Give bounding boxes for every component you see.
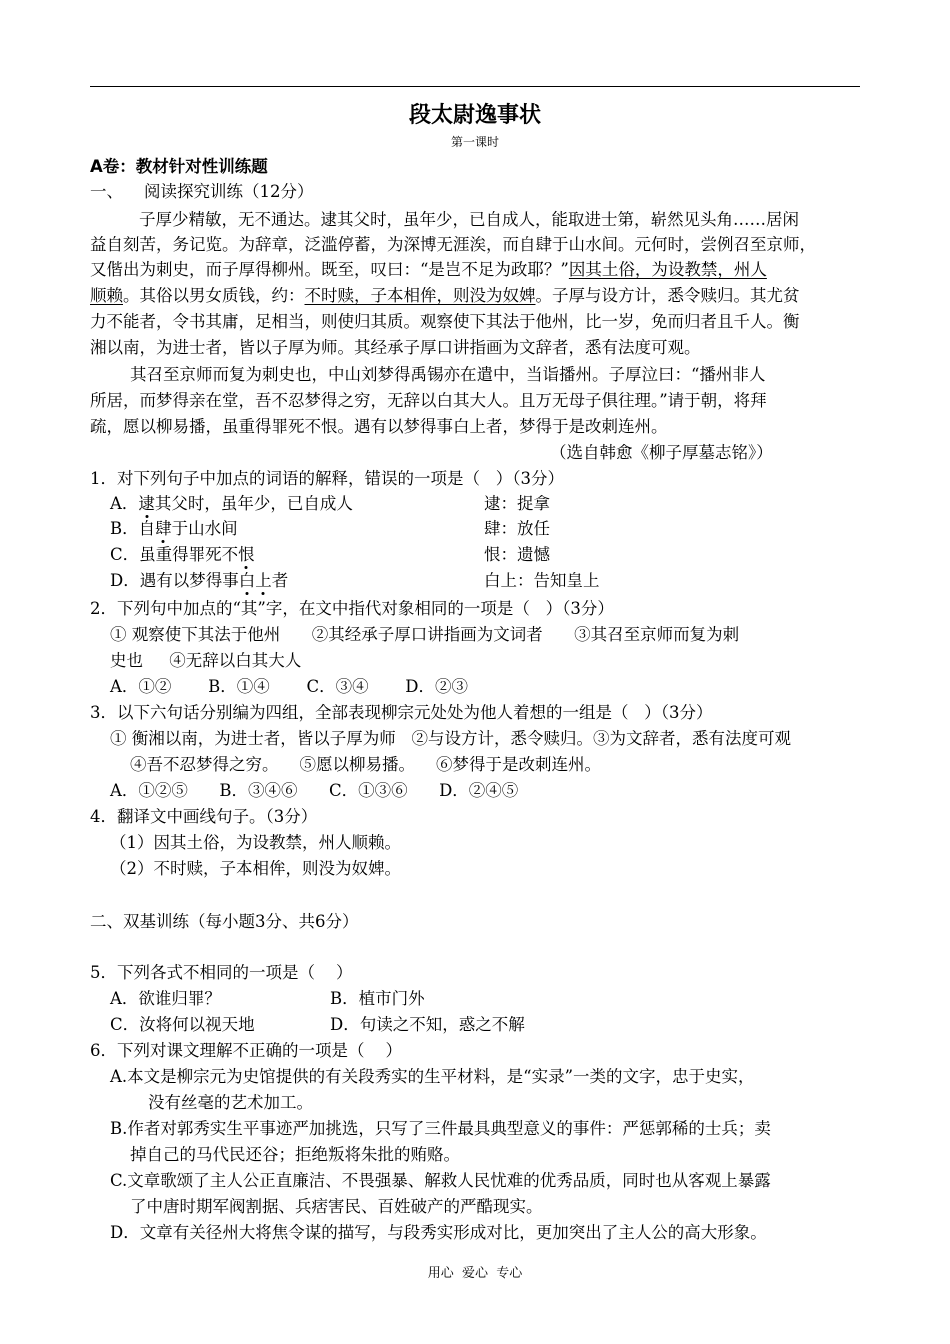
q6-option-b: B.作者对郭秀实生平事迹严加挑选，只写了三件最具典型意义的事件：严惩郭稀的士兵；卖 [110,1119,771,1138]
q6-option-a: A.本文是柳宗元为史馆提供的有关段秀实的生平材料，是“实录”一类的文字，忠于史实， [110,1067,755,1086]
q1-option-c: C．虽重得罪死不恨 [110,545,255,564]
q3-items-line: ① 衡湘以南，为进士者，皆以子厚为师 ②与设方计，悉令赎归。③为文辞者，悉有法度可观 [110,729,791,748]
q3-options: A．①②⑤ B．③④⑥ C．①③⑥ D．②④⑤ [110,781,519,800]
q1-option-b-explain: 肆：放任 [484,519,550,538]
q4-sentence-1: （1）因其土俗，为设教禁，州人顺赖。 [110,833,401,852]
q5-option-d: D．句读之不知，惑之不解 [330,1015,525,1034]
passage-line: 子厚少精敏，无不通达。逮其父时，虽年少，已自成人，能取进士第，崭然见头角……居闲 [139,210,799,229]
underlined-sentence-1-end: 顺赖 [90,286,123,305]
dotted-word: 上 [255,571,272,590]
q1-option-a-explain: 逮：捉拿 [484,494,550,513]
passage-line: 益自刻苦，务记览。为辞章，泛滥停蓄，为深博无涯涘，而自肆于山水间。元何时，尝例召至京师， [90,235,816,254]
q1-option-d: D．遇有以梦得事白上者 [110,571,289,590]
passage-line: 顺赖。其俗以男女质钱，约：不时赎，子本相侔，则没为奴婢。子厚与设方计，悉令赎归。其尤贫 [90,286,800,305]
header-rule [90,86,860,87]
question-1-stem: 1．对下列句子中加点的词语的解释，错误的一项是（ ）（3分） [90,469,564,488]
q2-items-line: ① 观察使下其法于他州 ②其经承子厚口讲指画为文词者 ③其召至京师而复为刺 [110,625,740,644]
passage-line: 其召至京师而复为刺史也，中山刘梦得禹锡亦在遣中，当诣播州。子厚泣曰：“播州非人 [130,365,766,384]
q1-option-c-explain: 恨：遗憾 [484,545,550,564]
q6-option-c: C.文章歌颂了主人公正直廉洁、不畏强暴、解救人民忧难的优秀品质，同时也从客观上暴露 [110,1171,771,1190]
passage-line: 疏，愿以柳易播，虽重得罪死不恨。遇有以梦得事白上者，梦得于是改刺连州。 [90,417,668,436]
q1-option-d-explain: 白上：告知皇上 [484,571,600,590]
question-2-stem: 2．下列句中加点的“其”字，在文中指代对象相同的一项是（ ）（3分） [90,599,614,618]
q5-option-c: C．汝将何以视天地 [110,1015,255,1034]
dotted-word: 恨 [238,545,255,564]
q6-option-d: D．文章有关径州大将焦令谋的描写，与段秀实形成对比，更加突出了主人公的高大形象。 [110,1223,767,1242]
q2-items-line: 史也 ④无辞以白其大人 [110,651,302,670]
q6-option-b-cont: 掉自己的马代民还谷；拒绝叛将朱批的贿赂。 [130,1145,460,1164]
passage-line: 力不能者，令书其庸，足相当，则使归其质。观察使下其法于他州，比一岁，免而归者且千人。衡 [90,312,800,331]
dotted-word: 肆 [155,519,172,538]
passage-line: 又偕出为刺史，而子厚得柳州。既至，叹曰：“是岂不足为政耶？”因其土俗，为设教禁，州人 [90,260,767,279]
question-4-stem: 4．翻译文中画线句子。（3分） [90,807,318,826]
q5-option-b: B．植市门外 [330,989,425,1008]
q1-option-a: A．逮其父时，虽年少，已自成人 [110,494,353,513]
question-5-stem: 5．下列各式不相同的一项是（ ） [90,963,353,982]
q6-option-c-cont: 了中唐时期军阀割据、兵痞害民、百姓破产的严酷现实。 [130,1197,543,1216]
part1-title: 一、 阅读探究训练（12分） [90,182,314,201]
page-title: 段太尉逸事状 [408,103,541,128]
passage-line: 湘以南，为进士者，皆以子厚为师。其经承子厚口讲指画为文辞者，悉有法度可观。 [90,338,701,357]
part2-title: 二、双基训练（每小题3分、共6分） [90,912,359,931]
dotted-word: 白 [238,571,256,590]
underlined-sentence-1: 因其土俗，为设教禁，州人 [568,260,767,279]
passage-line: 所居，而梦得亲在堂，吾不忍梦得之穷，无辞以白其大人。且万无母子俱往理。”请于朝，将拜 [90,391,767,410]
underlined-sentence-2: 不时赎，子本相侔，则没为奴婢 [304,286,536,305]
question-6-stem: 6．下列对课文理解不正确的一项是（ ） [90,1041,402,1060]
q3-items-line: ④吾不忍梦得之穷。 ⑤愿以柳易播。 ⑥梦得于是改刺连州。 [130,755,601,774]
question-3-stem: 3．以下六句话分别编为四组，全部表现柳宗元处处为他人着想的一组是（ ）（3分） [90,703,713,722]
q6-option-a-cont: 没有丝毫的艺术加工。 [148,1093,313,1112]
q2-options: A．①② B．①④ C．③④ D．②③ [110,677,469,696]
page-footer: 用心 爱心 专心 [427,1266,523,1281]
q4-sentence-2: （2）不时赎，子本相侔，则没为奴婢。 [110,859,401,878]
q5-option-a: A．欲谁归罪？ [110,989,221,1008]
q1-option-b: B．自肆于山水间 [110,519,238,538]
page-subtitle: 第一课时 [450,135,499,149]
section-a-title: A卷：教材针对性训练题 [90,157,268,176]
dotted-word: 逮 [138,494,155,513]
passage-source: （选自韩愈《柳子厚墓志铭》） [550,443,773,462]
